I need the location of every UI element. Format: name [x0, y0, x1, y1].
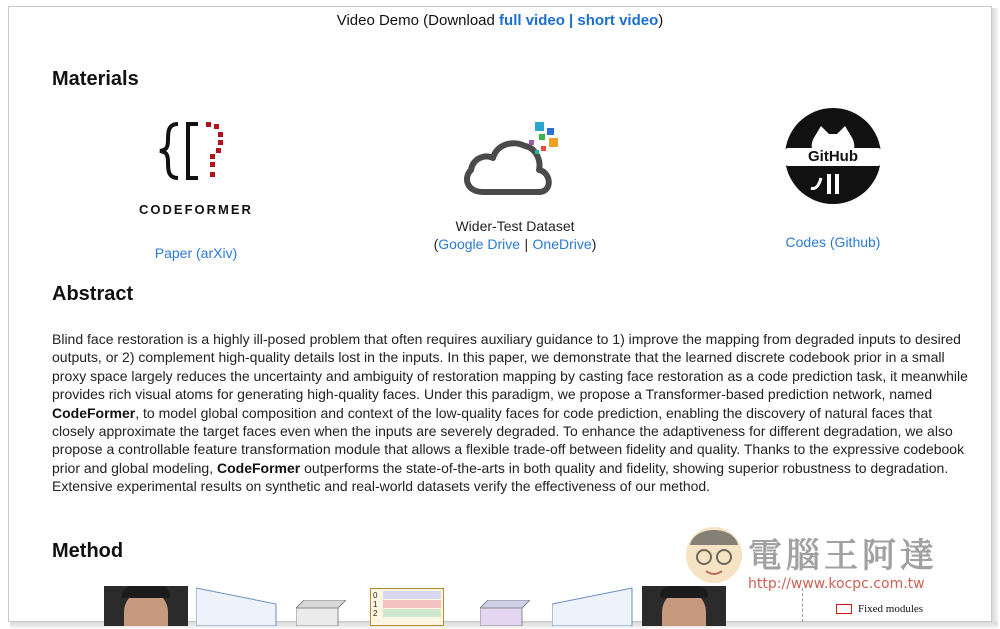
- legend-divider: [802, 588, 803, 622]
- abstract-text: [52, 330, 972, 496]
- dataset-title: Wider-Test Dataset: [455, 218, 575, 234]
- material-paper: [106, 118, 286, 263]
- method-decoder-shape: [552, 586, 634, 626]
- codebook-index-1: 1: [373, 600, 378, 609]
- dataset-paren-close: ): [591, 236, 597, 252]
- method-codebook: [370, 588, 444, 626]
- github-logo-text: GitHub: [785, 148, 881, 166]
- abstract-heading: Abstract: [52, 283, 134, 305]
- cloud-dataset-icon: [455, 118, 575, 204]
- codes-github-link[interactable]: Codes (Github): [785, 234, 881, 250]
- method-quantized-feature-block: [480, 600, 532, 626]
- method-feature-block: [296, 600, 348, 626]
- paper-arxiv-link[interactable]: Paper (arXiv): [154, 245, 238, 261]
- codebook-index-0: 0: [373, 591, 378, 600]
- short-video-link[interactable]: short video: [577, 12, 659, 29]
- frame-shadow-right: [992, 8, 998, 624]
- abstract-part-1: Blind face restoration is a highly ill-posed problem that often requires auxiliary guidance to 1) improve the mapping from degraded inputs to desired outputs, or 2) complement high-quality details lost in the inputs. In this paper, we demonstrate that the learned discrete codebook prior in a small proxy space largely reduces the uncertainty and ambiguity of restoration mapping by casting face restoration as a code prediction task, it meanwhile provides rich visual atoms for generating high-quality faces. Under this paradigm, we propose a Transformer-based prediction network, named: [52, 331, 968, 403]
- materials-heading: Materials: [52, 68, 139, 90]
- method-input-face-image: [104, 586, 188, 626]
- video-demo-separator: |: [569, 12, 574, 29]
- fixed-modules-swatch: [836, 604, 852, 614]
- codebook-index-2: 2: [373, 609, 378, 618]
- abstract-codeformer-1: CodeFormer: [52, 404, 136, 421]
- abstract-part-3: outperforms the state-of-the-arts in both quality and fidelity, showing superior robustness to degradation. Extensive experimental results on synthetic and real-world datasets verify the effectiveness of our method.: [52, 459, 949, 495]
- full-video-link[interactable]: full video: [499, 12, 565, 29]
- video-demo-suffix: ): [658, 12, 664, 29]
- method-heading: Method: [52, 540, 124, 562]
- codeformer-logo-text: CODEFORMER: [139, 202, 253, 217]
- codeformer-logo-icon: [136, 118, 256, 208]
- fixed-modules-legend: [836, 603, 923, 615]
- material-github: [743, 108, 923, 252]
- video-demo-line: [0, 12, 1000, 29]
- kocpc-watermark-mascot-icon: [676, 515, 756, 595]
- github-logo-icon: [785, 108, 881, 204]
- abstract-codeformer-2: CodeFormer: [217, 459, 301, 476]
- abstract-part-2: , to model global composition and context of the low-quality faces for code prediction, enabling the discovery of natural faces that closely approximate the target faces even when the inputs are severely degraded. To enhance the adaptiveness for different degradation, we also propose a controllable feature transformation module that allows a flexible trade-off between fidelity and quality. Thanks to the expressive codebook prior and global modeling,: [52, 404, 965, 476]
- kocpc-watermark-url: http://www.kocpc.com.tw: [748, 576, 925, 592]
- method-encoder-shape: [196, 586, 278, 626]
- video-demo-prefix: Video Demo (Download: [336, 12, 500, 29]
- kocpc-watermark-text: 電腦王阿達: [748, 536, 938, 576]
- google-drive-link[interactable]: Google Drive: [438, 236, 520, 252]
- dataset-link-separator: |: [524, 236, 529, 252]
- onedrive-link[interactable]: OneDrive: [532, 236, 592, 252]
- fixed-modules-label: Fixed modules: [858, 603, 924, 615]
- material-dataset: [410, 118, 620, 254]
- dataset-paren-open: (: [433, 236, 439, 252]
